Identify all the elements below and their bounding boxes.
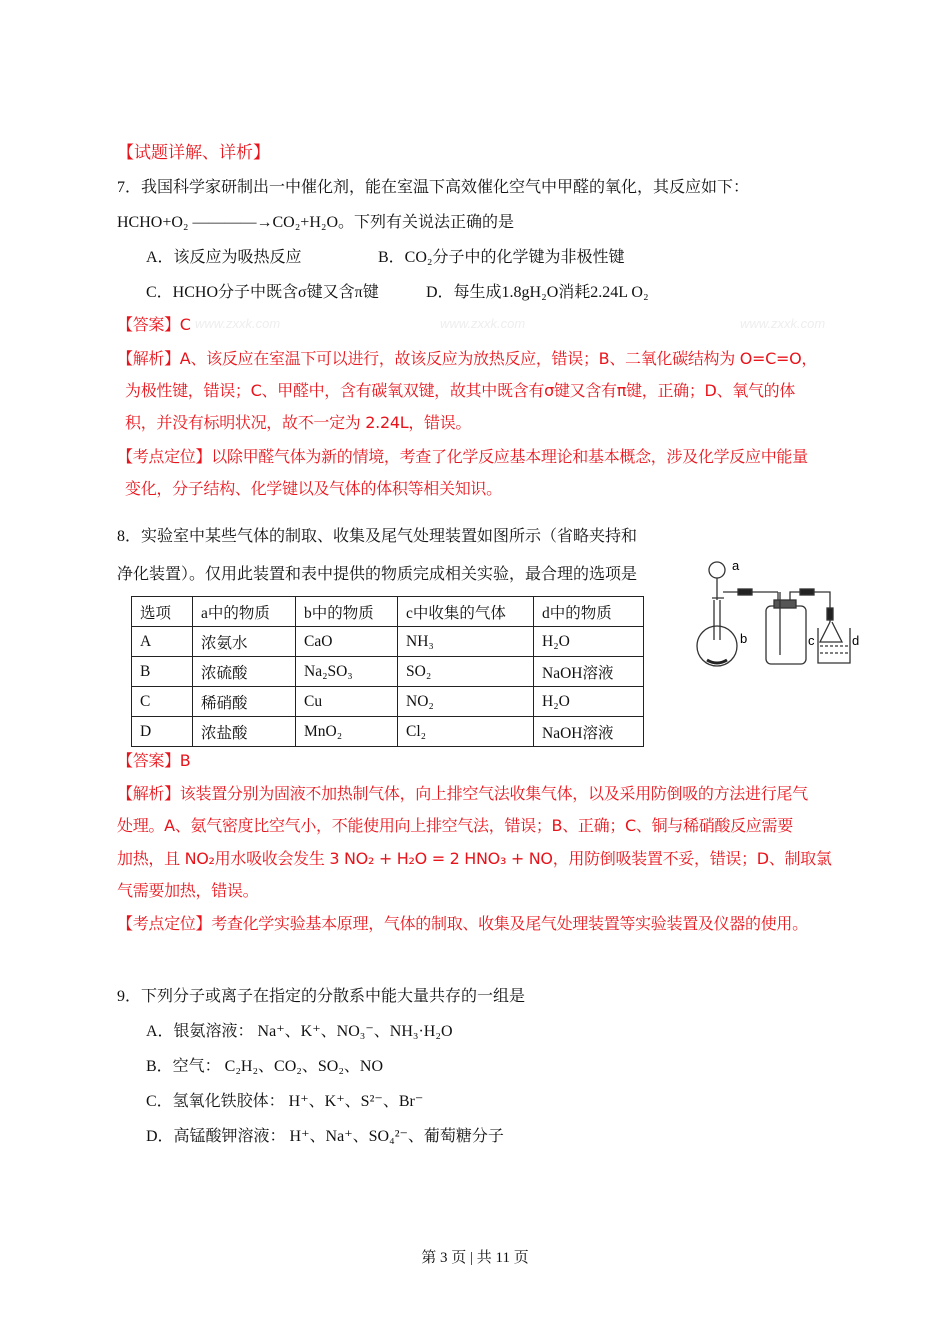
q9-stem: 9．下列分子或离子在指定的分散系中能大量共存的一组是 — [117, 988, 526, 1005]
label-b: b — [740, 631, 748, 646]
q9-option-b: B．空气： C₂H₂、CO₂、SO₂、NO — [146, 1058, 384, 1075]
q7-stem: 7．我国科学家研制出一中催化剂，能在室温下高效催化空气中甲醛的氧化，其反应如下： — [117, 179, 750, 196]
q9-option-c: C．氢氧化铁胶体： H⁺、K⁺、S²⁻、Br⁻ — [146, 1093, 424, 1110]
table-cell: NaOH溶液 — [534, 717, 644, 747]
watermark: www.zxxk.com — [440, 316, 526, 331]
q7-analysis: 积，并没有标明状况，故不一定为 2.24L，错误。 — [125, 413, 472, 432]
q8-analysis: 处理。A、氨气密度比空气小，不能使用向上排空气法，错误；B、正确；C、铜与稀硝酸反应需要 — [117, 816, 793, 835]
table-header: c中收集的气体 — [398, 597, 534, 627]
q7-analysis: 【解析】A、该反应在室温下可以进行，故该反应为放热反应，错误；B、二氧化碳结构为 O=C=O， — [117, 349, 818, 368]
table-row — [132, 687, 644, 717]
table-header: b中的物质 — [296, 597, 398, 627]
table-cell: 稀硝酸 — [193, 687, 296, 717]
label-a: a — [732, 558, 740, 573]
label-d: d — [852, 633, 860, 648]
separatory-funnel-icon — [709, 562, 725, 578]
q7-stem: HCHO+O₂ ————→CO₂+H₂O。下列有关说法正确的是 — [117, 214, 515, 231]
table-header-row — [132, 597, 644, 627]
table-cell: D — [132, 717, 193, 747]
q7-answer: 【答案】C — [117, 315, 191, 334]
watermark: www.zxxk.com — [195, 316, 281, 331]
watermark: www.zxxk.com — [740, 316, 826, 331]
table-header: 选项 — [132, 597, 193, 627]
table-cell: 浓氨水 — [193, 627, 296, 657]
table-cell: H₂O — [534, 687, 644, 717]
q9-option-a: A．银氨溶液： Na⁺、K⁺、NO₃⁻、NH₃·H₂O — [146, 1023, 453, 1040]
q7-analysis: 为极性键，错误；C、甲醛中，含有碳氧双键，故其中既含有σ键又含有π键，正确；D、氧气的体 — [125, 381, 796, 400]
label-c: c — [808, 633, 815, 648]
q8-analysis: 加热，且 NO₂用水吸收会发生 3 NO₂ + H₂O = 2 HNO₃ + NO，用防倒吸装置不妥，错误；D、制取氯 — [117, 849, 832, 868]
q9-option-d: D．高锰酸钾溶液： H⁺、Na⁺、SO₄²⁻、葡萄糖分子 — [146, 1128, 504, 1145]
table-row — [132, 657, 644, 687]
table-cell: NO₂ — [398, 687, 534, 717]
table-cell: NH₃ — [398, 627, 534, 657]
table-row — [132, 627, 644, 657]
table-cell: Na₂SO₃ — [296, 657, 398, 687]
table-cell: A — [132, 627, 193, 657]
q7-option-d: D．每生成1.8gH₂O消耗2.24L O₂ — [426, 284, 649, 301]
apparatus-figure — [690, 550, 870, 675]
table-cell: C — [132, 687, 193, 717]
q8-options-table — [131, 596, 644, 747]
table-cell: CaO — [296, 627, 398, 657]
section-header: 【试题详解、详析】 — [117, 143, 270, 162]
q8-analysis: 气需要加热，错误。 — [117, 881, 259, 900]
q8-stem: 净化装置）。仅用此装置和表中提供的物质完成相关实验，最合理的选项是 — [117, 566, 638, 583]
table-cell: MnO₂ — [296, 717, 398, 747]
table-cell: H₂O — [534, 627, 644, 657]
page-footer: 第 3 页 | 共 11 页 — [421, 1250, 529, 1266]
table-cell: Cu — [296, 687, 398, 717]
table-header: a中的物质 — [193, 597, 296, 627]
table-cell: 浓盐酸 — [193, 717, 296, 747]
q8-answer: 【答案】B — [117, 751, 191, 770]
q8-stem: 8．实验室中某些气体的制取、收集及尾气处理装置如图所示（省略夹持和 — [117, 528, 638, 545]
table-header: d中的物质 — [534, 597, 644, 627]
q8-analysis: 【解析】该装置分别为固液不加热制气体，向上排空气法收集气体，以及采用防倒吸的方法进行尾气 — [117, 784, 808, 803]
q7-option-b: B．CO₂分子中的化学键为非极性键 — [378, 249, 625, 266]
table-cell: SO₂ — [398, 657, 534, 687]
table-cell: NaOH溶液 — [534, 657, 644, 687]
table-cell: B — [132, 657, 193, 687]
round-flask-icon — [697, 626, 737, 666]
table-row — [132, 717, 644, 747]
gas-bottle-icon — [766, 606, 806, 664]
q7-key-point: 变化，分子结构、化学键以及气体的体积等相关知识。 — [125, 479, 502, 498]
q8-key-point: 【考点定位】考查化学实验基本原理，气体的制取、收集及尾气处理装置等实验装置及仪器的使用。 — [117, 914, 808, 933]
q7-key-point: 【考点定位】以除甲醛气体为新的情境，考查了化学反应基本理论和基本概念，涉及化学反应中能量 — [117, 447, 808, 466]
table-cell: 浓硫酸 — [193, 657, 296, 687]
q7-option-a: A．该反应为吸热反应 — [146, 249, 302, 266]
q7-option-c: C．HCHO分子中既含σ键又含π键 — [146, 284, 379, 301]
table-cell: Cl₂ — [398, 717, 534, 747]
